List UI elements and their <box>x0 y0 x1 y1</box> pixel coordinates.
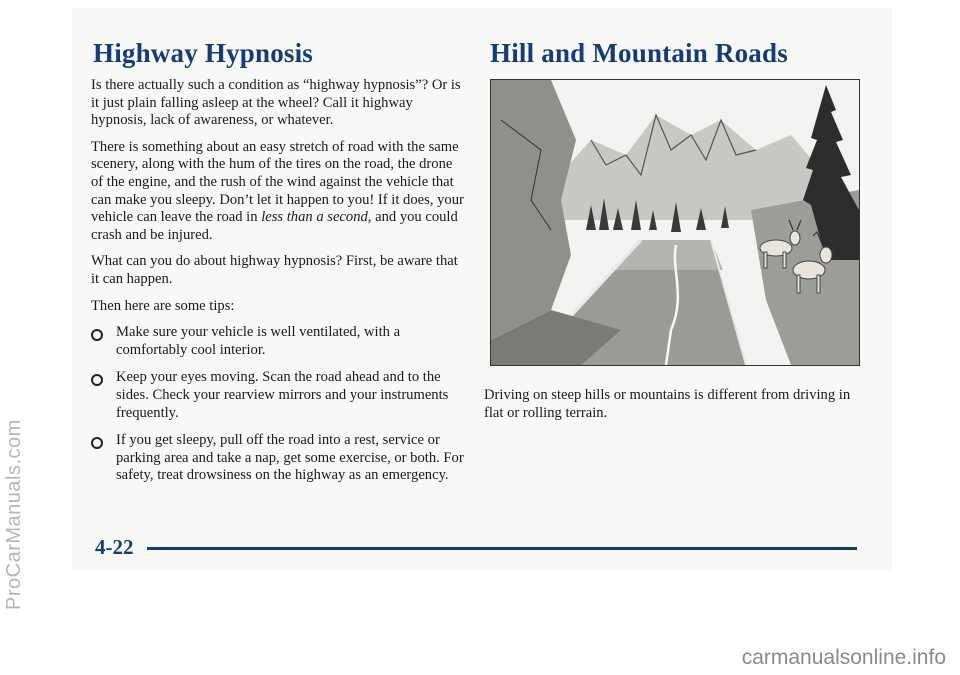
section-heading-hill-mountain-roads: Hill and Mountain Roads <box>490 38 788 68</box>
tip-text: If you get sleepy, pull off the road into a rest, service or parking area and take a nap, get some exercise, or both. For safety, treat drowsiness on the highway as an emergency. <box>116 432 464 484</box>
paragraph-question: What can you do about highway hypnosis? First, be aware that it can happen. <box>91 253 458 287</box>
tips-list <box>91 324 467 485</box>
left-column <box>91 77 467 495</box>
bottom-watermark: carmanualsonline.info <box>741 646 946 669</box>
tip-item <box>91 432 467 485</box>
paragraph-warning-text-1: There is something about an easy stretch of road with the same scenery, along with the hum of the tires on the road, the drone of the engine, and the rush of the wind against the vehicle that can make you sleepy. Don’t let it happen to you! If it does, your vehicle can leave the road in <box>91 138 464 226</box>
bullet-icon <box>91 329 103 341</box>
manual-page <box>72 8 892 570</box>
side-watermark: ProCarManuals.com <box>3 419 25 610</box>
tip-text: Make sure your vehicle is well ventilated, with a comfortably cool interior. <box>116 324 401 358</box>
paragraph-warning-emphasis: less than a second, <box>261 209 372 226</box>
section-heading-highway-hypnosis: Highway Hypnosis <box>93 38 314 68</box>
bullet-icon <box>91 437 103 449</box>
tip-item <box>91 324 467 359</box>
paragraph-tips-intro: Then here are some tips: <box>91 297 235 314</box>
footer-rule <box>147 547 857 550</box>
illustration-caption: Driving on steep hills or mountains is different from driving in flat or rolling terrain. <box>484 387 851 421</box>
mountain-road-illustration <box>490 79 860 366</box>
tip-item <box>91 369 467 422</box>
paragraph-intro: Is there actually such a condition as “highway hypnosis”? Or is it just plain falling asleep at the wheel? Call it highway hypnosis, lack of awareness, or whatever. <box>91 77 461 129</box>
tip-text: Keep your eyes moving. Scan the road ahead and to the sides. Check your rearview mirrors and your instruments frequently. <box>116 369 449 421</box>
paragraph-warning <box>91 139 467 245</box>
paragraph-warning-text-2: and you could crash and be injured. <box>91 209 458 243</box>
page-number: 4-22 <box>95 535 134 559</box>
bullet-icon <box>91 374 103 386</box>
